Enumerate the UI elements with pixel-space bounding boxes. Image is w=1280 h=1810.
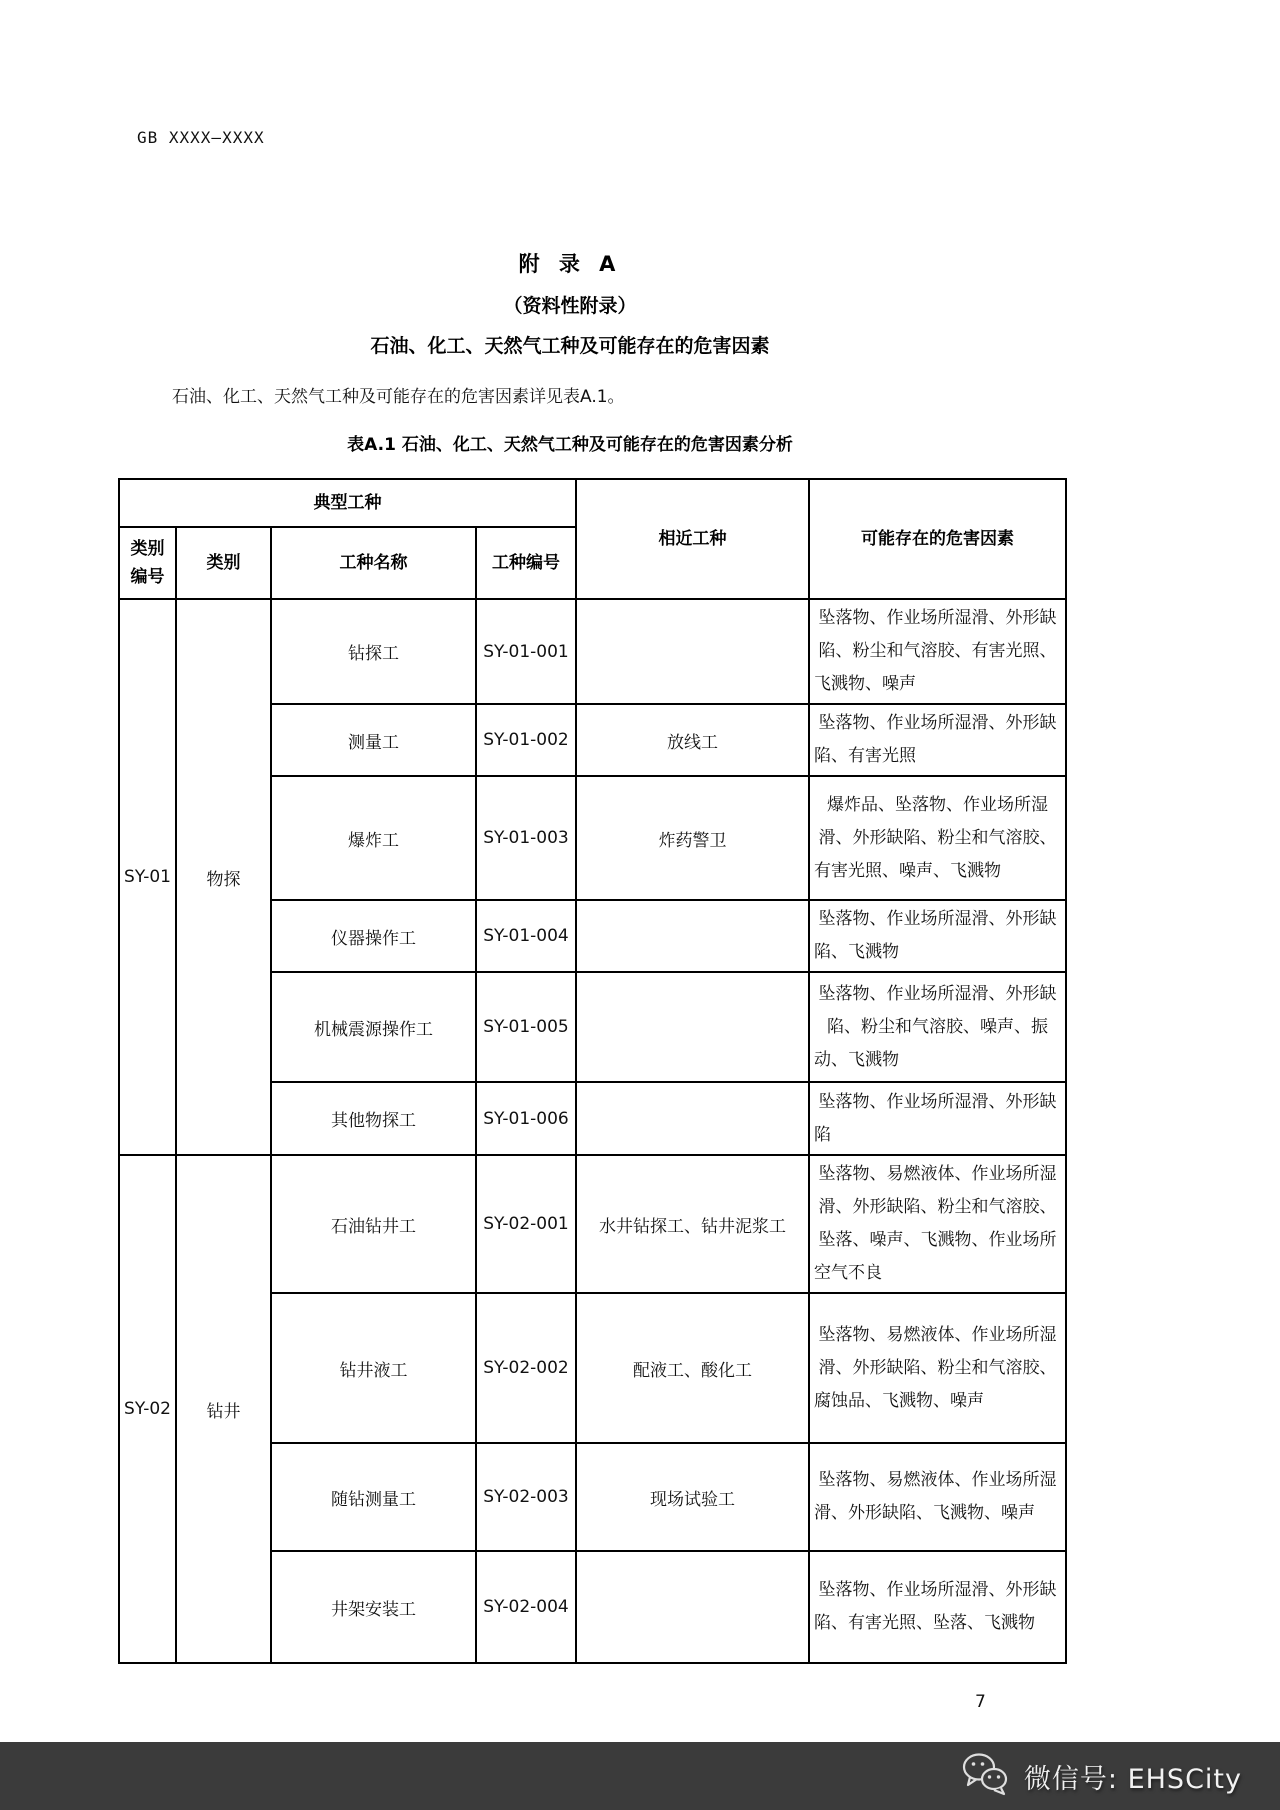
standard-code: GB XXXX—XXXX (137, 128, 265, 147)
hazards-cell: 坠落物、作业场所湿滑、外形缺陷、粉尘和气溶胶、噪声、振动、飞溅物 (809, 972, 1066, 1082)
appendix-heading: 石油、化工、天然气工种及可能存在的危害因素 (370, 335, 770, 357)
similar-cell: 放线工 (576, 704, 809, 776)
job-code-cell: SY-01-001 (476, 599, 576, 704)
group-code-cell: SY-01 (119, 599, 176, 1155)
job-code-cell: SY-01-002 (476, 704, 576, 776)
hazards-cell: 爆炸品、坠落物、作业场所湿滑、外形缺陷、粉尘和气溶胶、有害光照、噪声、飞溅物 (809, 776, 1066, 900)
hazards-cell: 坠落物、易燃液体、作业场所湿滑、外形缺陷、飞溅物、噪声 (809, 1443, 1066, 1551)
job-name-cell: 随钻测量工 (271, 1443, 476, 1551)
similar-cell (576, 599, 809, 704)
job-name-cell: 石油钻井工 (271, 1155, 476, 1293)
hazards-cell: 坠落物、作业场所湿滑、外形缺陷、有害光照、坠落、飞溅物 (809, 1551, 1066, 1663)
hazards-cell: 坠落物、作业场所湿滑、外形缺陷、有害光照 (809, 704, 1066, 776)
table-row (119, 599, 1066, 704)
similar-cell: 水井钻探工、钻井泥浆工 (576, 1155, 809, 1293)
similar-cell (576, 972, 809, 1082)
appendix-title-block (100, 248, 1040, 358)
job-code-cell: SY-01-004 (476, 900, 576, 972)
job-name-cell: 钻探工 (271, 599, 476, 704)
group-category-cell: 钻井 (176, 1155, 271, 1663)
header-hazards: 可能存在的危害因素 (809, 479, 1066, 599)
job-name-cell: 测量工 (271, 704, 476, 776)
header-typical-group: 典型工种 (119, 479, 576, 527)
similar-cell: 现场试验工 (576, 1443, 809, 1551)
hazard-table (118, 478, 1067, 1664)
hazards-cell: 坠落物、作业场所湿滑、外形缺陷、飞溅物 (809, 900, 1066, 972)
job-code-cell: SY-02-004 (476, 1551, 576, 1663)
job-code-cell: SY-01-006 (476, 1082, 576, 1155)
header-job-name: 工种名称 (271, 527, 476, 599)
appendix-subtitle: （资料性附录） (503, 295, 637, 317)
header-similar: 相近工种 (576, 479, 809, 599)
hazards-cell: 坠落物、作业场所湿滑、外形缺陷 (809, 1082, 1066, 1155)
similar-cell (576, 1082, 809, 1155)
appendix-title: 附 录 A (518, 252, 622, 276)
group-code-cell: SY-02 (119, 1155, 176, 1663)
intro-paragraph: 石油、化工、天然气工种及可能存在的危害因素详见表A.1。 (172, 387, 625, 407)
table-caption: 表A.1 石油、化工、天然气工种及可能存在的危害因素分析 (347, 435, 793, 455)
job-code-cell: SY-01-005 (476, 972, 576, 1082)
header-job-code: 工种编号 (476, 527, 576, 599)
similar-cell: 配液工、酸化工 (576, 1293, 809, 1443)
group-category-cell: 物探 (176, 599, 271, 1155)
job-code-cell: SY-01-003 (476, 776, 576, 900)
hazards-cell: 坠落物、易燃液体、作业场所湿滑、外形缺陷、粉尘和气溶胶、腐蚀品、飞溅物、噪声 (809, 1293, 1066, 1443)
job-name-cell: 仪器操作工 (271, 900, 476, 972)
hazards-cell: 坠落物、易燃液体、作业场所湿滑、外形缺陷、粉尘和气溶胶、坠落、噪声、飞溅物、作业场所空气不良 (809, 1155, 1066, 1293)
page-number: 7 (975, 1692, 986, 1712)
table-row (119, 1155, 1066, 1293)
header-category: 类别 (176, 527, 271, 599)
footer-bar (0, 1742, 1280, 1810)
job-name-cell: 井架安装工 (271, 1551, 476, 1663)
similar-cell: 炸药警卫 (576, 776, 809, 900)
header-category-no: 类别编号 (119, 527, 176, 599)
similar-cell (576, 900, 809, 972)
wechat-banner (960, 1752, 1242, 1800)
job-code-cell: SY-02-002 (476, 1293, 576, 1443)
hazards-cell: 坠落物、作业场所湿滑、外形缺陷、粉尘和气溶胶、有害光照、飞溅物、噪声 (809, 599, 1066, 704)
job-name-cell: 其他物探工 (271, 1082, 476, 1155)
job-code-cell: SY-02-003 (476, 1443, 576, 1551)
job-name-cell: 爆炸工 (271, 776, 476, 900)
similar-cell (576, 1551, 809, 1663)
job-name-cell: 钻井液工 (271, 1293, 476, 1443)
wechat-id-label: 微信号: EHSCity (1023, 1763, 1242, 1795)
job-name-cell: 机械震源操作工 (271, 972, 476, 1082)
wechat-icon (960, 1752, 1012, 1800)
job-code-cell: SY-02-001 (476, 1155, 576, 1293)
